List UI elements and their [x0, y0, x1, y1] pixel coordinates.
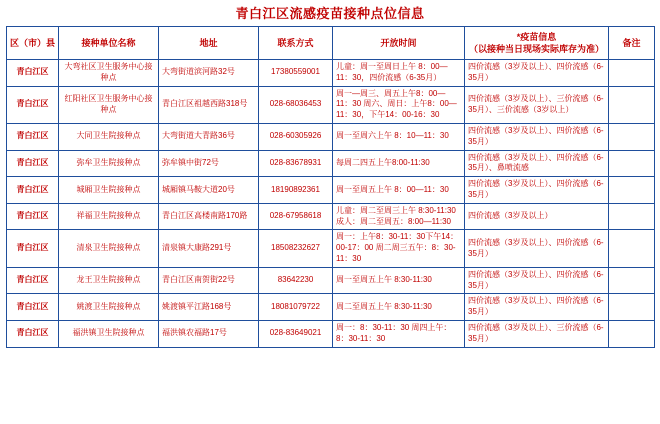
cell-open-time: 儿童：周一至周日上午 8：00—11：30，四价流感（6-35月） — [333, 60, 465, 87]
cell-note — [609, 267, 655, 294]
cell-open-time: 周一—周三、周五上午8：00—11：30 周六、周日：上午8：00—11：30，下午14：00-16：30 — [333, 86, 465, 123]
cell-vaccine-info: 四价流感（3岁及以上）、四价流感（6-35月） — [465, 123, 609, 150]
table-row — [7, 230, 655, 267]
cell-open-time: 每周二四五上午8:00-11:30 — [333, 150, 465, 177]
table-row — [7, 294, 655, 321]
table-row — [7, 60, 655, 87]
cell-open-time: 周一：8：30-11：30 周四上午：8：30-11：30 — [333, 320, 465, 347]
cell-phone: 028-60305926 — [259, 123, 333, 150]
cell-unit: 大弯社区卫生服务中心接种点 — [59, 60, 159, 87]
cell-note — [609, 123, 655, 150]
cell-phone: 83642230 — [259, 267, 333, 294]
table-row — [7, 203, 655, 230]
cell-open-time: 周一：上午8：30-11：30下午14：00-17：00 周二周三五午：8：30-11：30 — [333, 230, 465, 267]
cell-note — [609, 150, 655, 177]
cell-phone: 028-67958618 — [259, 203, 333, 230]
cell-phone: 18508232627 — [259, 230, 333, 267]
column-header-unit: 接种单位名称 — [59, 27, 159, 60]
cell-open-time: 儿童：周二至周三上午 8:30-11:30 成人：周二至周五：8:00—11:30 — [333, 203, 465, 230]
cell-vaccine-info: 四价流感（3岁及以上）、四价流感（6-35月） — [465, 267, 609, 294]
cell-note — [609, 294, 655, 321]
column-header-district: 区（市）县 — [7, 27, 59, 60]
cell-phone: 18081079722 — [259, 294, 333, 321]
column-header-address: 地址 — [159, 27, 259, 60]
cell-vaccine-info: 四价流感（3岁及以上） — [465, 203, 609, 230]
cell-phone: 18190892361 — [259, 177, 333, 204]
cell-phone: 028-68036453 — [259, 86, 333, 123]
cell-unit: 姚渡卫生院接种点 — [59, 294, 159, 321]
cell-district: 青白江区 — [7, 123, 59, 150]
column-header-open-time: 开放时间 — [333, 27, 465, 60]
cell-vaccine-info: 四价流感（3岁及以上）、四价流感（6-35月） — [465, 294, 609, 321]
cell-address: 大弯街道大青路36号 — [159, 123, 259, 150]
cell-vaccine-info: 四价流感（3岁及以上）、三价流感（6-35月） — [465, 320, 609, 347]
cell-address: 青白江区祖越西路318号 — [159, 86, 259, 123]
cell-district: 青白江区 — [7, 294, 59, 321]
cell-note — [609, 320, 655, 347]
cell-address: 弥牟镇中街72号 — [159, 150, 259, 177]
cell-phone: 028-83678931 — [259, 150, 333, 177]
cell-open-time: 周一至周五上午 8：00—11：30 — [333, 177, 465, 204]
cell-unit: 红阳社区卫生服务中心接种点 — [59, 86, 159, 123]
page-title: 青白江区流感疫苗接种点位信息 — [235, 6, 425, 21]
cell-district: 青白江区 — [7, 267, 59, 294]
table-row — [7, 267, 655, 294]
table-body — [7, 60, 655, 348]
cell-note — [609, 86, 655, 123]
cell-note — [609, 177, 655, 204]
cell-district: 青白江区 — [7, 203, 59, 230]
cell-vaccine-info: 四价流感（3岁及以上）、四价流感（6-35月） — [465, 230, 609, 267]
cell-vaccine-info: 四价流感（3岁及以上）、三价流感（6-35月）、三价流感（3岁以上） — [465, 86, 609, 123]
vaccine-header-line1: *疫苗信息 — [516, 31, 557, 42]
vaccine-header-line2: （以接种当日现场实际库存为准） — [468, 44, 604, 54]
cell-district: 青白江区 — [7, 320, 59, 347]
cell-district: 青白江区 — [7, 60, 59, 87]
column-header-phone: 联系方式 — [259, 27, 333, 60]
cell-unit: 大同卫生院接种点 — [59, 123, 159, 150]
cell-note — [609, 203, 655, 230]
cell-address: 姚渡镇平江路168号 — [159, 294, 259, 321]
cell-address: 城厢镇马鞍大道20号 — [159, 177, 259, 204]
cell-vaccine-info: 四价流感（3岁及以上）、四价流感（6-35月） — [465, 60, 609, 87]
table-row — [7, 86, 655, 123]
cell-district: 青白江区 — [7, 177, 59, 204]
cell-vaccine-info: 四价流感（3岁及以上）、四价流感（6-35月）、鼻喷流感 — [465, 150, 609, 177]
table-header-row — [7, 27, 655, 60]
table-row — [7, 123, 655, 150]
cell-note — [609, 230, 655, 267]
table-row — [7, 320, 655, 347]
cell-note — [609, 60, 655, 87]
cell-address: 清泉镇大康路291号 — [159, 230, 259, 267]
cell-district: 青白江区 — [7, 86, 59, 123]
cell-unit: 龙王卫生院接种点 — [59, 267, 159, 294]
cell-address: 福洪镇农福路17号 — [159, 320, 259, 347]
cell-address: 青白江区南贺街22号 — [159, 267, 259, 294]
column-header-vaccine-info — [465, 27, 609, 60]
cell-open-time: 周一至周六上午 8：10—11：30 — [333, 123, 465, 150]
cell-unit: 城厢卫生院接种点 — [59, 177, 159, 204]
cell-unit: 弥牟卫生院接种点 — [59, 150, 159, 177]
cell-address: 大弯街道滨河路32号 — [159, 60, 259, 87]
cell-unit: 祥福卫生院接种点 — [59, 203, 159, 230]
cell-district: 青白江区 — [7, 150, 59, 177]
cell-vaccine-info: 四价流感（3岁及以上）、四价流感（6-35月） — [465, 177, 609, 204]
cell-phone: 028-83649021 — [259, 320, 333, 347]
cell-unit: 清泉卫生院接种点 — [59, 230, 159, 267]
cell-phone: 17380559001 — [259, 60, 333, 87]
cell-open-time: 周一至周五上午 8:30-11:30 — [333, 267, 465, 294]
cell-address: 青白江区高楼南路170路 — [159, 203, 259, 230]
column-header-note: 备注 — [609, 27, 655, 60]
cell-open-time: 周二至周五上午 8:30-11:30 — [333, 294, 465, 321]
table-row — [7, 177, 655, 204]
table-row — [7, 150, 655, 177]
cell-district: 青白江区 — [7, 230, 59, 267]
vaccination-sites-table — [6, 26, 655, 348]
cell-unit: 福洪镇卫生院接种点 — [59, 320, 159, 347]
